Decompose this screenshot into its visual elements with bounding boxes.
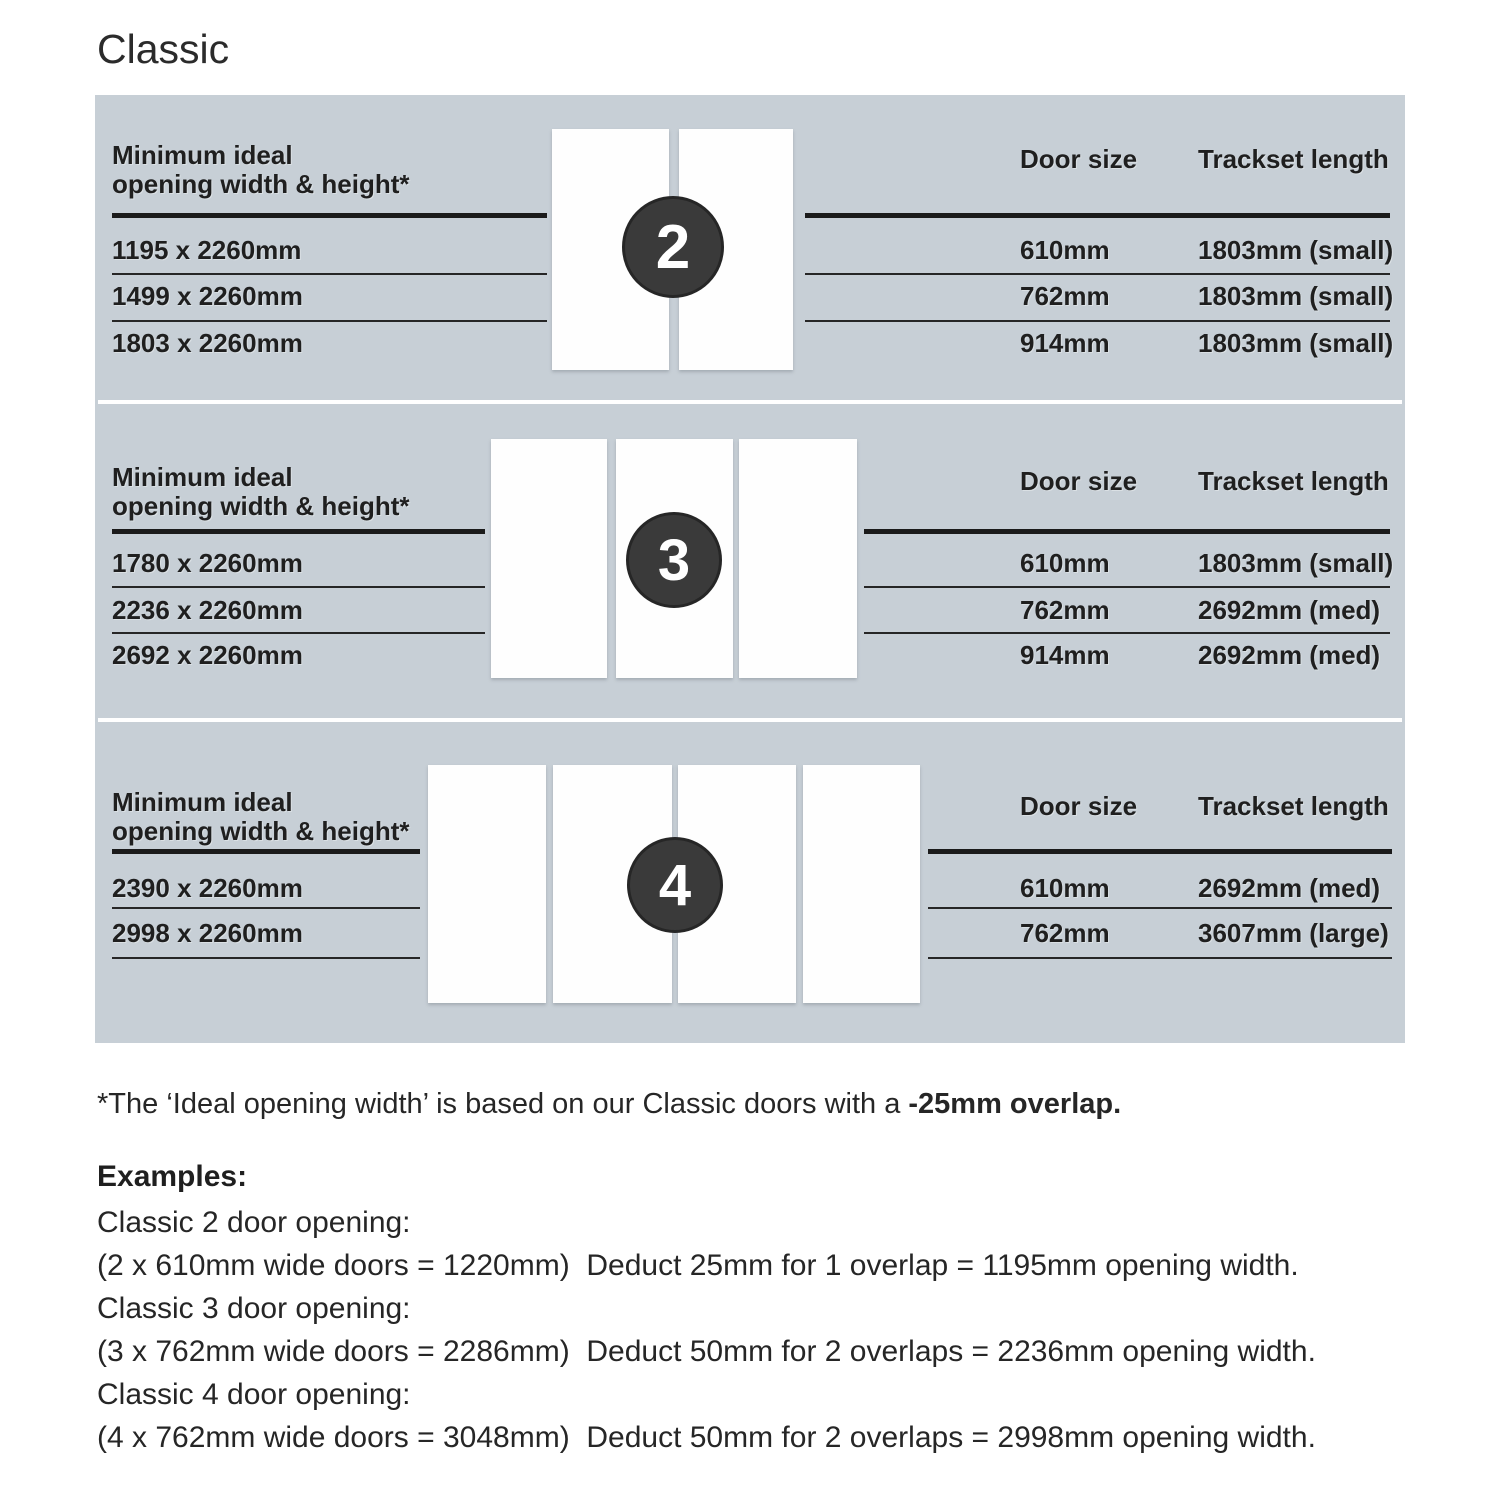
row-rule (928, 957, 1392, 959)
row-rule (864, 632, 1390, 634)
opening-header-line1: Minimum ideal (112, 140, 293, 170)
door-size: 610mm (1020, 548, 1110, 578)
opening-size: 2692 x 2260mm (112, 640, 303, 670)
door-size: 914mm (1020, 640, 1110, 670)
trackset-column-header: Trackset length (1198, 466, 1389, 496)
row-rule (805, 320, 1390, 322)
footnote (97, 1088, 1121, 1121)
door-panel (491, 439, 607, 678)
row-rule (864, 586, 1390, 588)
door-size: 914mm (1020, 328, 1110, 358)
door-count-badge: 4 (627, 837, 723, 933)
opening-header-line2: opening width & height* (112, 491, 410, 521)
footnote-bold-text: -25mm overlap. (908, 1088, 1122, 1120)
row-rule (805, 273, 1390, 275)
opening-column-header (112, 788, 410, 846)
row-rule (112, 632, 485, 634)
example-line: (3 x 762mm wide doors = 2286mm) Deduct 50mm for 2 overlaps = 2236mm opening width. (97, 1335, 1316, 1368)
trackset-length: 1803mm (small) (1198, 548, 1394, 578)
door-count-badge: 2 (622, 196, 724, 298)
trackset-length: 2692mm (med) (1198, 595, 1381, 625)
example-line: Classic 3 door opening: (97, 1292, 411, 1325)
door-size-column-header: Door size (1020, 466, 1138, 496)
left-header-rule (112, 849, 420, 854)
right-header-rule (805, 213, 1390, 218)
door-size: 762mm (1020, 281, 1110, 311)
door-size: 610mm (1020, 235, 1110, 265)
door-size: 762mm (1020, 918, 1110, 948)
example-line: Classic 2 door opening: (97, 1206, 411, 1239)
opening-size: 2998 x 2260mm (112, 918, 303, 948)
door-panel (428, 765, 546, 1003)
door-panel (803, 765, 920, 1003)
opening-column-header (112, 463, 410, 521)
example-line: (4 x 762mm wide doors = 3048mm) Deduct 50mm for 2 overlaps = 2998mm opening width. (97, 1421, 1316, 1454)
left-header-rule (112, 213, 547, 218)
opening-header-line2: opening width & height* (112, 816, 410, 846)
trackset-length: 3607mm (large) (1198, 918, 1389, 948)
opening-column-header (112, 141, 410, 199)
door-panel (739, 439, 857, 678)
door-size-column-header: Door size (1020, 144, 1138, 174)
row-rule (112, 586, 485, 588)
left-header-rule (112, 529, 485, 534)
example-line: Classic 4 door opening: (97, 1378, 411, 1411)
opening-size: 2236 x 2260mm (112, 595, 303, 625)
right-header-rule (864, 529, 1390, 534)
row-rule (928, 907, 1392, 909)
section-4-door (95, 718, 1405, 1043)
trackset-length: 1803mm (small) (1198, 235, 1394, 265)
footnote-text: *The ‘Ideal opening width’ is based on our Classic doors with a (97, 1088, 909, 1120)
examples-heading: Examples: (97, 1160, 248, 1193)
example-line: (2 x 610mm wide doors = 1220mm) Deduct 25mm for 1 overlap = 1195mm opening width. (97, 1249, 1299, 1282)
trackset-column-header: Trackset length (1198, 144, 1389, 174)
opening-header-line1: Minimum ideal (112, 462, 293, 492)
trackset-column-header: Trackset length (1198, 791, 1389, 821)
opening-size: 1780 x 2260mm (112, 548, 303, 578)
row-rule (112, 957, 420, 959)
row-rule (112, 907, 420, 909)
opening-size: 1499 x 2260mm (112, 281, 303, 311)
opening-header-line2: opening width & height* (112, 169, 410, 199)
trackset-length: 2692mm (med) (1198, 640, 1381, 670)
opening-header-line1: Minimum ideal (112, 787, 293, 817)
trackset-length: 1803mm (small) (1198, 281, 1394, 311)
opening-size: 1195 x 2260mm (112, 235, 302, 265)
trackset-length: 1803mm (small) (1198, 328, 1394, 358)
page-title: Classic (97, 26, 230, 72)
spec-panel (95, 95, 1405, 1043)
section-3-door (95, 400, 1405, 718)
row-rule (112, 273, 547, 275)
door-size: 610mm (1020, 873, 1110, 903)
door-size: 762mm (1020, 595, 1110, 625)
trackset-length: 2692mm (med) (1198, 873, 1381, 903)
opening-size: 1803 x 2260mm (112, 328, 303, 358)
door-size-column-header: Door size (1020, 791, 1138, 821)
section-2-door (95, 95, 1405, 400)
row-rule (112, 320, 547, 322)
door-count-badge: 3 (626, 512, 722, 608)
opening-size: 2390 x 2260mm (112, 873, 303, 903)
right-header-rule (928, 849, 1392, 854)
